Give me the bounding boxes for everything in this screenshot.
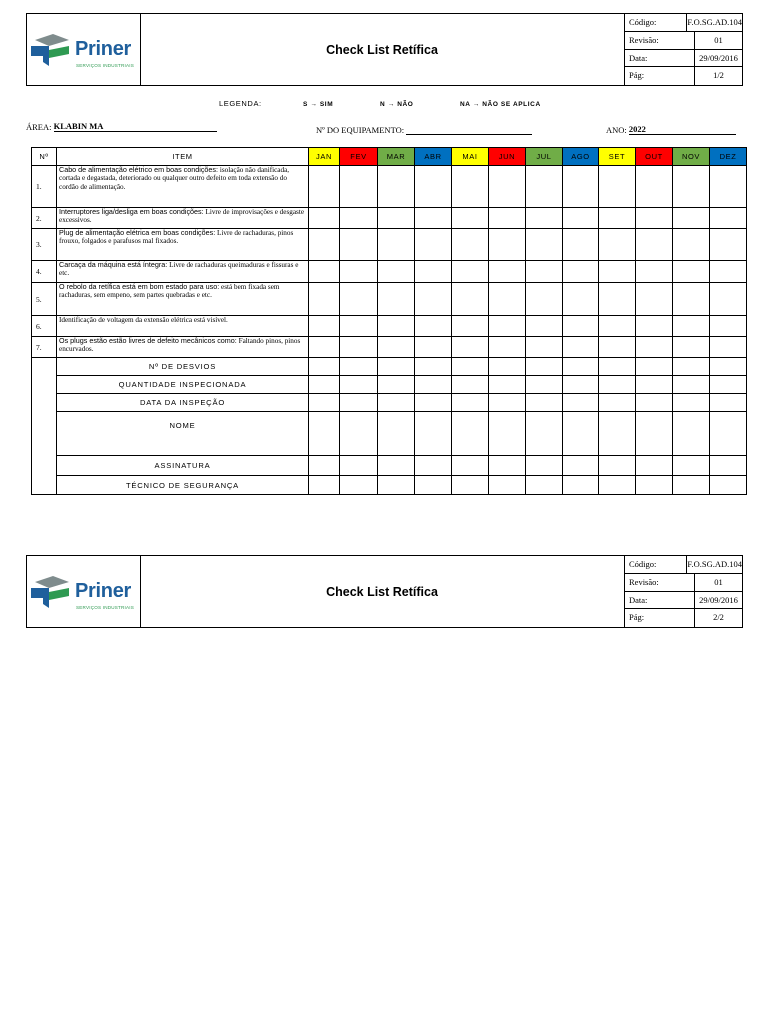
check-cell[interactable] — [309, 261, 340, 283]
priner-logo — [31, 28, 139, 72]
footer-cell[interactable] — [599, 412, 636, 456]
meta-key: Código: — [625, 14, 687, 31]
footer-cell[interactable] — [563, 456, 599, 476]
check-cell[interactable] — [563, 208, 599, 229]
check-cell[interactable] — [489, 229, 526, 261]
legend-na: NA → NÃO SE APLICA — [460, 101, 541, 108]
footer-label: Nº DE DESVIOS — [57, 358, 309, 376]
footer-row — [32, 376, 747, 394]
footer-cell[interactable] — [563, 376, 599, 394]
check-cell[interactable] — [636, 337, 673, 358]
footer-cell[interactable] — [563, 394, 599, 412]
check-cell[interactable] — [599, 337, 636, 358]
footer-cell[interactable] — [673, 394, 710, 412]
item-lead: Cabo de alimentação elétrico em boas condições: — [59, 165, 219, 174]
check-cell[interactable] — [636, 208, 673, 229]
meta-value: 29/09/2016 — [699, 52, 738, 63]
check-cell[interactable] — [452, 316, 489, 337]
footer-row — [32, 412, 747, 456]
item-description — [57, 229, 309, 261]
footer-cell[interactable] — [636, 358, 673, 376]
month-header: JUL — [526, 148, 563, 166]
item-rest: está bem fixada sem rachaduras, sem empeno, sem partes quebradas e etc. — [59, 283, 280, 300]
footer-label: NOME — [57, 412, 309, 456]
item-description — [57, 316, 309, 337]
meta-value: 29/09/2016 — [699, 594, 738, 605]
meta-value: 2/2 — [713, 612, 724, 623]
footer-row — [32, 394, 747, 412]
check-cell[interactable] — [452, 208, 489, 229]
equipment-label: Nº DO EQUIPAMENTO: — [316, 125, 405, 135]
ano-label: ANO: — [606, 125, 627, 135]
footer-cell[interactable] — [489, 412, 526, 456]
check-cell[interactable] — [340, 337, 378, 358]
footer-cell[interactable] — [563, 412, 599, 456]
ano-field — [606, 124, 736, 135]
priner-mark-icon — [31, 574, 71, 610]
check-cell[interactable] — [526, 316, 563, 337]
footer-cell[interactable] — [309, 456, 340, 476]
item-number: 6. — [32, 316, 57, 337]
footer-cell[interactable] — [378, 412, 415, 456]
checklist-row — [32, 316, 747, 337]
footer-cell[interactable] — [415, 358, 452, 376]
check-cell[interactable] — [340, 229, 378, 261]
ano-value[interactable]: 2022 — [629, 124, 736, 135]
footer-row — [32, 358, 747, 376]
checklist-row — [32, 208, 747, 229]
check-cell[interactable] — [526, 337, 563, 358]
check-cell[interactable] — [415, 283, 452, 316]
check-cell[interactable] — [378, 316, 415, 337]
footer-cell[interactable] — [636, 476, 673, 495]
footer-cell[interactable] — [563, 358, 599, 376]
meta-row-revisao — [625, 32, 742, 50]
footer-label: ASSINATURA — [57, 456, 309, 476]
item-number: 2. — [32, 208, 57, 229]
footer-cell[interactable] — [673, 412, 710, 456]
item-rest: Livre de improvisações e desgaste excessivos. — [59, 208, 305, 225]
footer-cell[interactable] — [415, 376, 452, 394]
item-rest: Identificação de voltagem da extensão elétrica está visível. — [59, 316, 228, 324]
item-lead: O rebolo da retífica está em bom estado para uso: — [59, 282, 220, 291]
meta-value: F.O.SG.AD.104 — [687, 17, 742, 27]
item-lead: Os plugs estão estão livres de defeito mecânicos como: — [59, 336, 237, 345]
priner-logo — [31, 570, 139, 614]
logo-cell — [27, 556, 141, 627]
footer-cell[interactable] — [452, 394, 489, 412]
meta-value: 01 — [714, 34, 723, 45]
check-cell[interactable] — [340, 166, 378, 208]
month-header: AGO — [563, 148, 599, 166]
num-header: Nº — [32, 148, 57, 166]
logo-subtitle: SERVIÇOS INDUSTRIAIS — [76, 63, 135, 68]
meta-row-codigo — [625, 556, 742, 574]
footer-cell[interactable] — [673, 358, 710, 376]
footer-cell[interactable] — [415, 412, 452, 456]
footer-cell[interactable] — [309, 412, 340, 456]
footer-cell[interactable] — [452, 376, 489, 394]
check-cell[interactable] — [415, 229, 452, 261]
check-cell[interactable] — [563, 261, 599, 283]
footer-cell[interactable] — [452, 412, 489, 456]
footer-cell[interactable] — [599, 376, 636, 394]
check-cell[interactable] — [489, 208, 526, 229]
check-cell[interactable] — [415, 166, 452, 208]
logo-cell — [27, 14, 141, 85]
month-header: ABR — [415, 148, 452, 166]
check-cell[interactable] — [710, 283, 747, 316]
footer-cell[interactable] — [309, 376, 340, 394]
footer-cell[interactable] — [710, 476, 747, 495]
meta-value: F.O.SG.AD.104 — [687, 559, 742, 569]
meta-value: 1/2 — [713, 70, 724, 81]
footer-cell[interactable] — [378, 476, 415, 495]
footer-cell[interactable] — [710, 358, 747, 376]
item-number: 7. — [32, 337, 57, 358]
footer-row — [32, 456, 747, 476]
footer-cell[interactable] — [526, 476, 563, 495]
footer-cell[interactable] — [526, 412, 563, 456]
footer-cell[interactable] — [489, 376, 526, 394]
check-cell[interactable] — [526, 229, 563, 261]
month-header: OUT — [636, 148, 673, 166]
footer-cell[interactable] — [452, 476, 489, 495]
item-lead: Plug de alimentação elétrica em boas condições: — [59, 228, 216, 237]
check-cell[interactable] — [526, 283, 563, 316]
check-cell[interactable] — [673, 261, 710, 283]
check-cell[interactable] — [636, 283, 673, 316]
check-cell[interactable] — [489, 316, 526, 337]
check-cell[interactable] — [563, 283, 599, 316]
check-cell[interactable] — [673, 208, 710, 229]
footer-cell[interactable] — [340, 358, 378, 376]
check-cell[interactable] — [599, 229, 636, 261]
check-cell[interactable] — [309, 166, 340, 208]
footer-cell[interactable] — [378, 376, 415, 394]
checklist-row — [32, 337, 747, 358]
area-field — [26, 121, 217, 132]
month-header: NOV — [673, 148, 710, 166]
footer-cell[interactable] — [526, 358, 563, 376]
check-cell[interactable] — [309, 316, 340, 337]
footer-spacer — [32, 358, 57, 495]
meta-key: Data: — [625, 592, 695, 609]
item-description — [57, 283, 309, 316]
item-number: 3. — [32, 229, 57, 261]
check-cell[interactable] — [378, 283, 415, 316]
check-cell[interactable] — [710, 229, 747, 261]
item-description — [57, 337, 309, 358]
footer-cell[interactable] — [673, 456, 710, 476]
check-cell[interactable] — [673, 316, 710, 337]
footer-cell[interactable] — [415, 456, 452, 476]
footer-cell[interactable] — [599, 358, 636, 376]
meta-key: Revisão: — [625, 32, 695, 49]
check-cell[interactable] — [415, 208, 452, 229]
checklist-table — [31, 147, 747, 495]
check-cell[interactable] — [710, 208, 747, 229]
check-cell[interactable] — [673, 337, 710, 358]
footer-cell[interactable] — [415, 394, 452, 412]
legend-sim: S → SIM — [303, 101, 334, 108]
check-cell[interactable] — [340, 316, 378, 337]
footer-cell[interactable] — [340, 476, 378, 495]
item-rest: isolação não danificada, cortada e degastada, deteriorado ou qualquer outro defeito em toda extensão do cordão de alimentação. — [59, 166, 290, 191]
equipment-value[interactable] — [406, 124, 532, 135]
month-header: SET — [599, 148, 636, 166]
check-cell[interactable] — [563, 229, 599, 261]
month-header: JUN — [489, 148, 526, 166]
check-cell[interactable] — [563, 337, 599, 358]
check-cell[interactable] — [452, 229, 489, 261]
footer-cell[interactable] — [309, 476, 340, 495]
page-title: Check List Retífica — [140, 14, 625, 85]
check-cell[interactable] — [526, 261, 563, 283]
check-cell[interactable] — [673, 166, 710, 208]
logo-name: Priner — [75, 38, 132, 60]
legend-nao: N → NÃO — [380, 101, 414, 108]
footer-cell[interactable] — [636, 394, 673, 412]
item-number: 5. — [32, 283, 57, 316]
month-header: MAR — [378, 148, 415, 166]
doc-meta — [625, 14, 742, 85]
check-cell[interactable] — [378, 261, 415, 283]
logo-name: Priner — [75, 580, 132, 602]
meta-key: Revisão: — [625, 574, 695, 591]
checklist-row — [32, 166, 747, 208]
area-value[interactable]: KLABIN MA — [54, 121, 217, 132]
checklist-row — [32, 283, 747, 316]
check-cell[interactable] — [489, 261, 526, 283]
footer-cell[interactable] — [378, 456, 415, 476]
check-cell[interactable] — [415, 261, 452, 283]
check-cell[interactable] — [415, 316, 452, 337]
equipment-field — [316, 124, 532, 135]
check-cell[interactable] — [636, 261, 673, 283]
footer-cell[interactable] — [599, 456, 636, 476]
check-cell[interactable] — [599, 166, 636, 208]
footer-cell[interactable] — [452, 358, 489, 376]
footer-cell[interactable] — [673, 376, 710, 394]
item-rest: Faltando pinos, pinos encurvados. — [59, 337, 301, 354]
check-cell[interactable] — [309, 208, 340, 229]
check-cell[interactable] — [309, 229, 340, 261]
footer-cell[interactable] — [340, 412, 378, 456]
footer-label: DATA DA INSPEÇÃO — [57, 394, 309, 412]
check-cell[interactable] — [489, 337, 526, 358]
footer-cell[interactable] — [309, 394, 340, 412]
check-cell[interactable] — [309, 283, 340, 316]
checklist-row — [32, 261, 747, 283]
priner-mark-icon — [31, 32, 71, 68]
footer-cell[interactable] — [489, 358, 526, 376]
check-cell[interactable] — [636, 166, 673, 208]
meta-row-data — [625, 592, 742, 610]
check-cell[interactable] — [340, 208, 378, 229]
footer-cell[interactable] — [710, 376, 747, 394]
footer-cell[interactable] — [489, 456, 526, 476]
meta-row-pag — [625, 67, 742, 85]
footer-cell[interactable] — [526, 456, 563, 476]
meta-key: Pág: — [625, 609, 695, 627]
check-cell[interactable] — [526, 208, 563, 229]
footer-label: QUANTIDADE INSPECIONADA — [57, 376, 309, 394]
check-cell[interactable] — [489, 283, 526, 316]
item-description — [57, 261, 309, 283]
page-title: Check List Retífica — [140, 556, 625, 627]
area-label: ÁREA: — [26, 122, 52, 132]
check-cell[interactable] — [526, 166, 563, 208]
footer-row — [32, 476, 747, 495]
meta-row-pag — [625, 609, 742, 627]
footer-cell[interactable] — [599, 394, 636, 412]
check-cell[interactable] — [452, 337, 489, 358]
check-cell[interactable] — [710, 261, 747, 283]
check-cell[interactable] — [563, 166, 599, 208]
footer-cell[interactable] — [340, 376, 378, 394]
meta-row-codigo — [625, 14, 742, 32]
footer-cell[interactable] — [599, 476, 636, 495]
page-1-header — [26, 13, 743, 86]
month-header: FEV — [340, 148, 378, 166]
footer-cell[interactable] — [309, 358, 340, 376]
month-header: JAN — [309, 148, 340, 166]
check-cell[interactable] — [599, 316, 636, 337]
footer-cell[interactable] — [340, 456, 378, 476]
footer-cell[interactable] — [526, 394, 563, 412]
checklist-row — [32, 229, 747, 261]
footer-cell[interactable] — [636, 376, 673, 394]
footer-cell[interactable] — [340, 394, 378, 412]
check-cell[interactable] — [710, 316, 747, 337]
meta-key: Data: — [625, 50, 695, 67]
item-rest: Livre de rachaduras queimaduras e fissuras e etc. — [59, 261, 299, 278]
check-cell[interactable] — [452, 283, 489, 316]
check-cell[interactable] — [563, 316, 599, 337]
meta-row-data — [625, 50, 742, 68]
meta-key: Código: — [625, 556, 687, 573]
footer-cell[interactable] — [452, 456, 489, 476]
table-header-row — [32, 148, 747, 166]
footer-cell[interactable] — [526, 376, 563, 394]
check-cell[interactable] — [340, 283, 378, 316]
footer-cell[interactable] — [378, 358, 415, 376]
check-cell[interactable] — [673, 229, 710, 261]
footer-cell[interactable] — [710, 456, 747, 476]
item-description — [57, 166, 309, 208]
check-cell[interactable] — [452, 166, 489, 208]
check-cell[interactable] — [710, 337, 747, 358]
item-number: 1. — [32, 166, 57, 208]
item-description — [57, 208, 309, 229]
footer-cell[interactable] — [378, 394, 415, 412]
check-cell[interactable] — [378, 166, 415, 208]
check-cell[interactable] — [415, 337, 452, 358]
footer-cell[interactable] — [489, 476, 526, 495]
footer-cell[interactable] — [636, 412, 673, 456]
check-cell[interactable] — [489, 166, 526, 208]
item-lead: Interruptores liga/desliga em boas condições: — [59, 207, 204, 216]
meta-value: 01 — [714, 576, 723, 587]
legend-label: LEGENDA: — [219, 99, 262, 108]
footer-cell[interactable] — [636, 456, 673, 476]
doc-meta — [625, 556, 742, 627]
check-cell[interactable] — [378, 337, 415, 358]
check-cell[interactable] — [309, 337, 340, 358]
item-number: 4. — [32, 261, 57, 283]
check-cell[interactable] — [599, 261, 636, 283]
meta-row-revisao — [625, 574, 742, 592]
check-cell[interactable] — [599, 208, 636, 229]
check-cell[interactable] — [378, 229, 415, 261]
footer-cell[interactable] — [673, 476, 710, 495]
item-lead: Carcaça da máquina está íntegra: — [59, 260, 168, 269]
month-header: DEZ — [710, 148, 747, 166]
check-cell[interactable] — [378, 208, 415, 229]
footer-cell[interactable] — [489, 394, 526, 412]
footer-cell[interactable] — [563, 476, 599, 495]
page-2-header — [26, 555, 743, 628]
meta-key: Pág: — [625, 67, 695, 85]
check-cell[interactable] — [636, 316, 673, 337]
check-cell[interactable] — [340, 261, 378, 283]
footer-cell[interactable] — [710, 394, 747, 412]
item-header: ITEM — [57, 148, 309, 166]
check-cell[interactable] — [452, 261, 489, 283]
footer-cell[interactable] — [415, 476, 452, 495]
footer-cell[interactable] — [710, 412, 747, 456]
check-cell[interactable] — [636, 229, 673, 261]
check-cell[interactable] — [673, 283, 710, 316]
logo-subtitle: SERVIÇOS INDUSTRIAIS — [76, 605, 135, 610]
item-rest: Livre de rachaduras, pinos frouxo, folgados e parafusos mal fixados. — [59, 229, 294, 246]
check-cell[interactable] — [710, 166, 747, 208]
check-cell[interactable] — [599, 283, 636, 316]
footer-label: TÉCNICO DE SEGURANÇA — [57, 476, 309, 495]
month-header: MAI — [452, 148, 489, 166]
